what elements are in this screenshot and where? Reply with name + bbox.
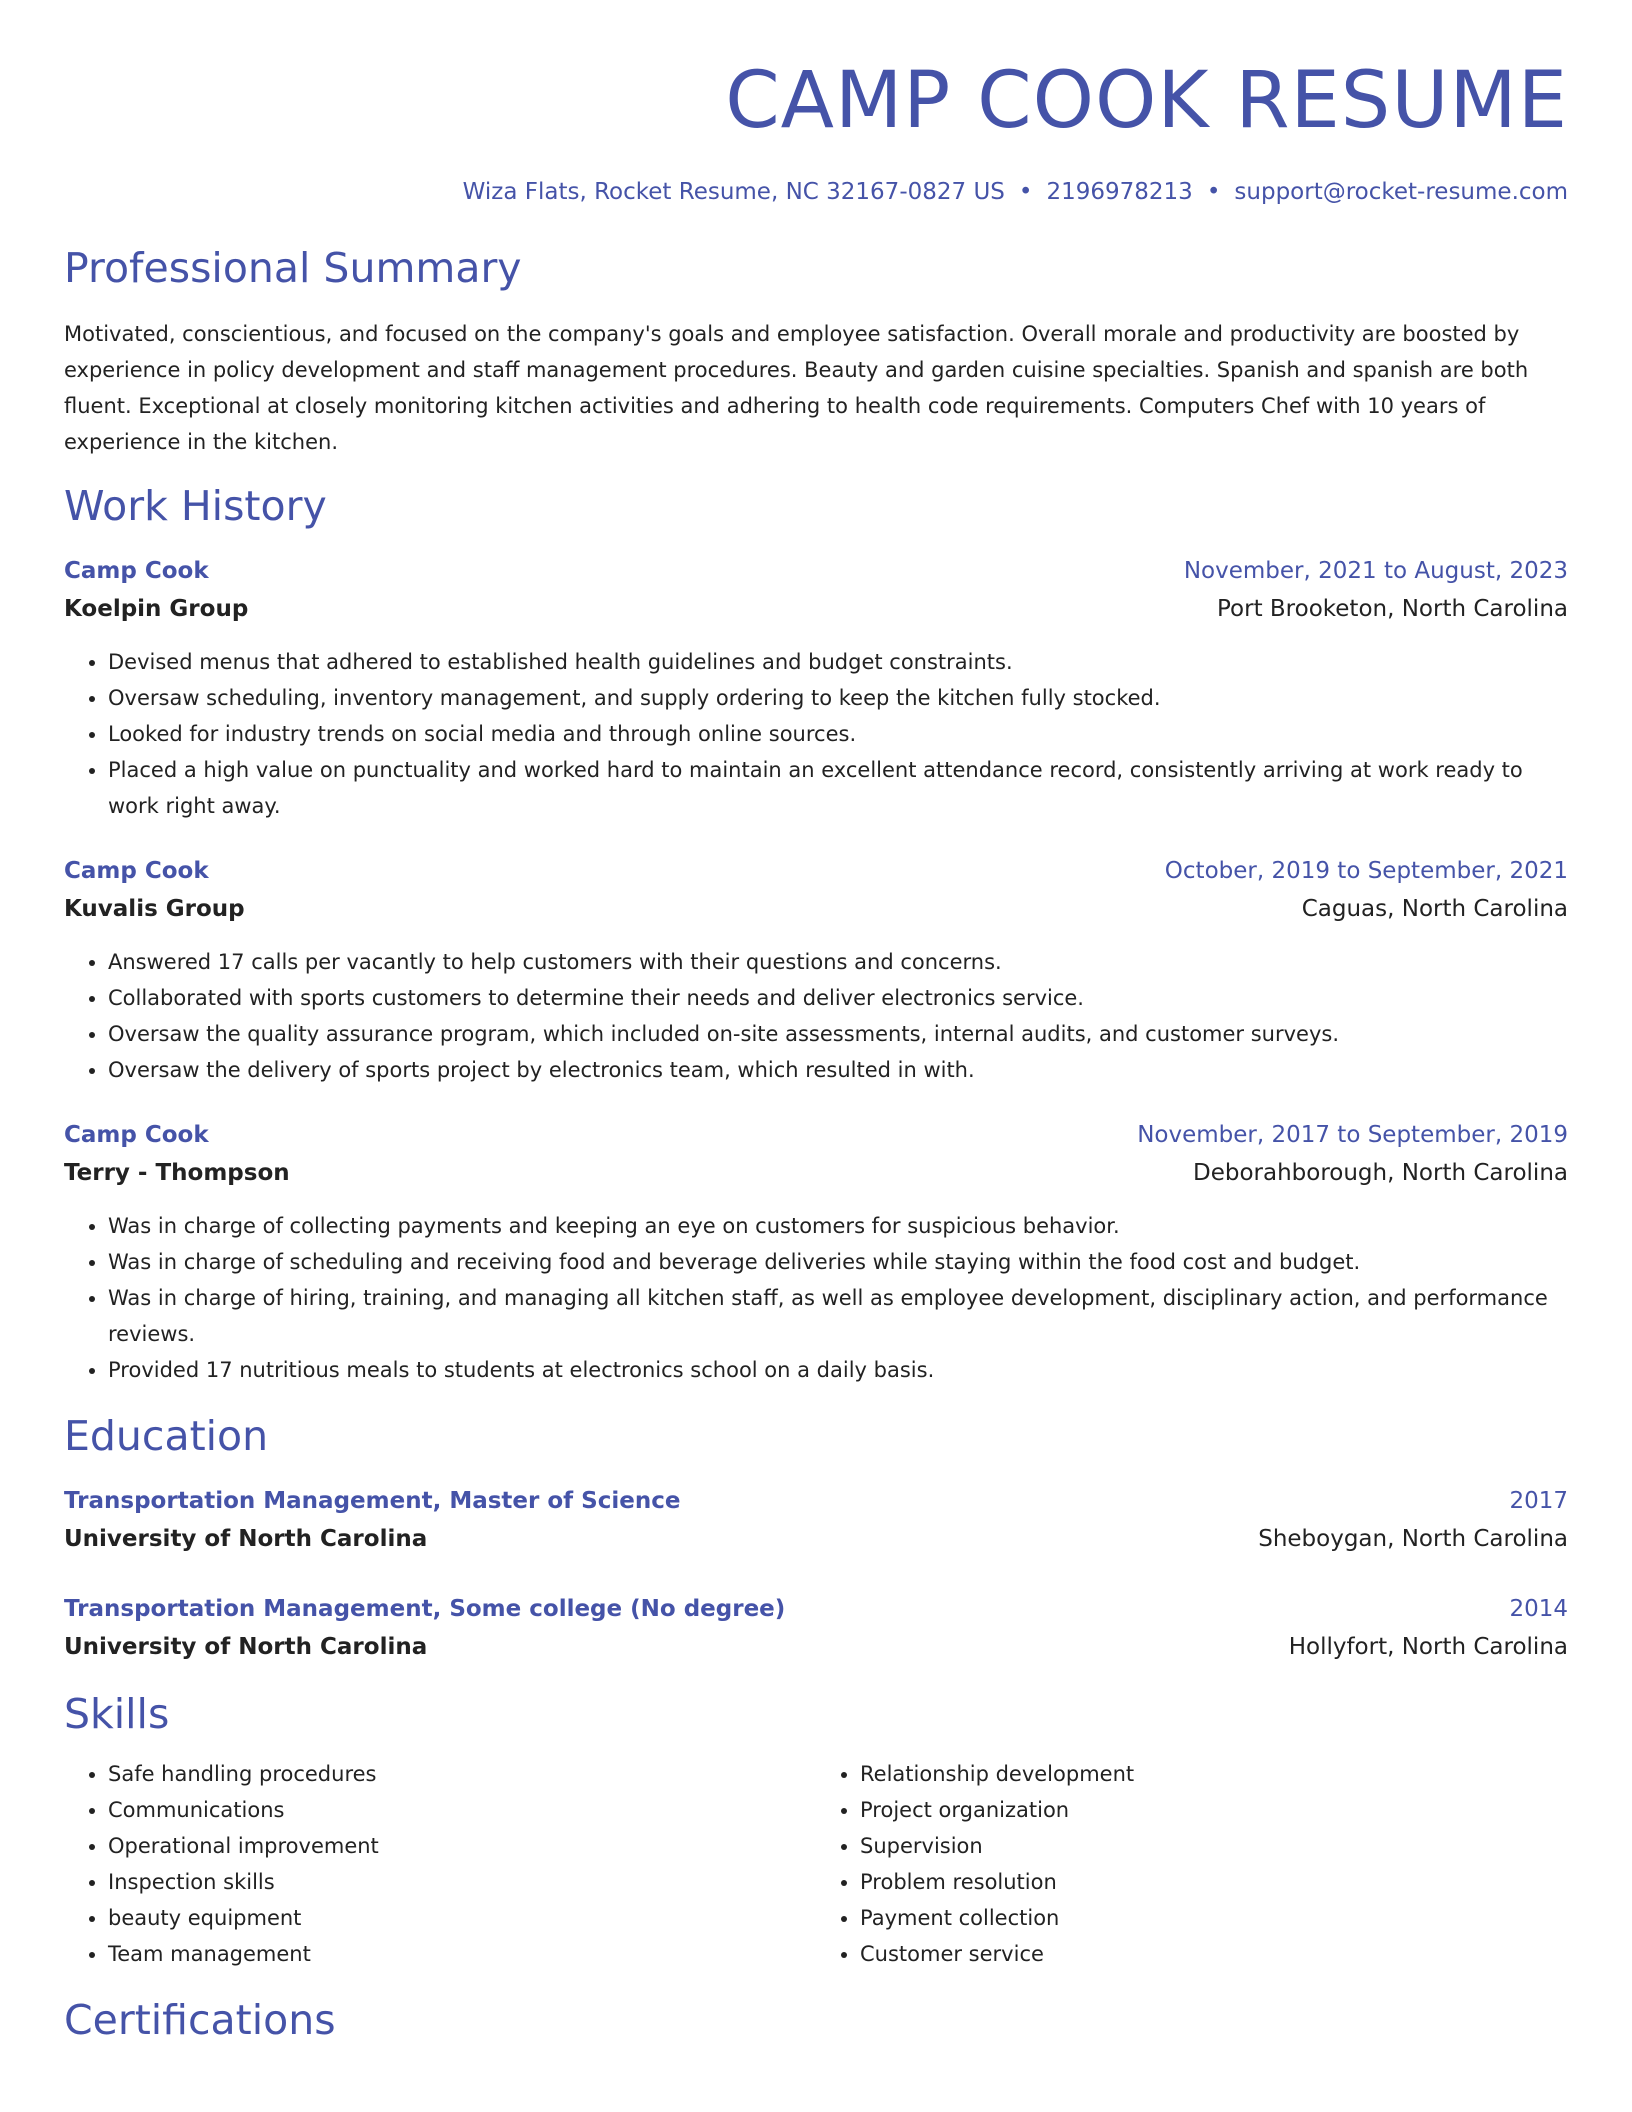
skill-item: • Communications (108, 1792, 816, 1828)
contact-email[interactable]: support@rocket-resume.com (1234, 179, 1568, 205)
job-bullet: • Devised menus that adhered to established health guidelines and budget constraints. (108, 644, 1568, 680)
job-bullet: • Provided 17 nutritious meals to students at electronics school on a daily basis. (108, 1352, 1568, 1388)
resume-page (64, 0, 1568, 2046)
education-degree: Transportation Management, Master of Science (64, 1488, 681, 1514)
job-bullets (64, 644, 1568, 824)
education-location: Hollyfort, North Carolina (1288, 1634, 1568, 1660)
job-bullet: • Answered 17 calls per vacantly to help customers with their questions and concerns. (108, 944, 1568, 980)
skill-item: • Relationship development (860, 1756, 1568, 1792)
job-bullet: • Looked for industry trends on social media and through online sources. (108, 716, 1568, 752)
certifications-heading: Certifications (64, 1996, 336, 2044)
job-subheader-row (64, 590, 1568, 628)
job-role: Camp Cook (64, 558, 209, 584)
education-entry (64, 1590, 1568, 1666)
work-history-heading: Work History (64, 482, 327, 530)
job-company: Koelpin Group (64, 596, 249, 622)
job-bullet: • Collaborated with sports customers to determine their needs and deliver electronics service. (108, 980, 1568, 1016)
skill-item: • Inspection skills (108, 1864, 816, 1900)
job-bullets (64, 1208, 1568, 1388)
education-header-row (64, 1590, 1568, 1628)
education-entry (64, 1482, 1568, 1558)
job-bullet: • Oversaw scheduling, inventory management, and supply ordering to keep the kitchen fully stocked. (108, 680, 1568, 716)
education-year: 2017 (1509, 1488, 1568, 1514)
contact-separator: • (1206, 179, 1221, 205)
job-subheader-row (64, 890, 1568, 928)
skills-columns (64, 1756, 1568, 1972)
skills-list-left (64, 1756, 816, 1972)
contact-line (64, 176, 1568, 208)
education-header-row (64, 1482, 1568, 1520)
skill-item: • Payment collection (860, 1900, 1568, 1936)
job-location: Port Brooketon, North Carolina (1217, 596, 1568, 622)
job-bullet: • Oversaw the quality assurance program, which included on-site assessments, internal audits, and customer surveys. (108, 1016, 1568, 1052)
job-dates: October, 2019 to September, 2021 (1164, 858, 1568, 884)
skill-item: • Project organization (860, 1792, 1568, 1828)
job-entry (64, 552, 1568, 824)
job-bullet: • Was in charge of collecting payments and keeping an eye on customers for suspicious behavior. (108, 1208, 1568, 1244)
job-company: Terry - Thompson (64, 1160, 290, 1186)
summary-text: Motivated, conscientious, and focused on the company's goals and employee satisfaction. Overall morale and productivity are boosted by experience in policy development and staff management procedures. Beauty and garden cuisine specialties. Spanish and spanish are both fluent. Exceptional at closely monitoring kitchen activities and adhering to health code requirements. Computers Chef with 10 years of experience in the kitchen. (64, 322, 1529, 454)
job-bullets (64, 944, 1568, 1088)
education-subheader-row (64, 1520, 1568, 1558)
education-heading: Education (64, 1412, 269, 1460)
job-header-row (64, 852, 1568, 890)
education-school: University of North Carolina (64, 1526, 428, 1552)
contact-phone: 2196978213 (1046, 179, 1193, 205)
education-school: University of North Carolina (64, 1634, 428, 1660)
skill-item: • Supervision (860, 1828, 1568, 1864)
skill-item: • beauty equipment (108, 1900, 816, 1936)
job-bullet: • Was in charge of hiring, training, and managing all kitchen staff, as well as employee development, disciplinary action, and performance reviews. (108, 1280, 1568, 1352)
job-subheader-row (64, 1154, 1568, 1192)
education-location: Sheboygan, North Carolina (1258, 1526, 1568, 1552)
education-subheader-row (64, 1628, 1568, 1666)
skill-item: • Customer service (860, 1936, 1568, 1972)
job-company: Kuvalis Group (64, 896, 245, 922)
job-bullet: • Oversaw the delivery of sports project by electronics team, which resulted in with. (108, 1052, 1568, 1088)
skills-heading: Skills (64, 1690, 170, 1738)
education-degree: Transportation Management, Some college (No degree) (64, 1596, 786, 1622)
job-header-row (64, 552, 1568, 590)
skill-item: • Team management (108, 1936, 816, 1972)
summary-heading: Professional Summary (64, 244, 522, 292)
job-role: Camp Cook (64, 1122, 209, 1148)
job-dates: November, 2021 to August, 2023 (1183, 558, 1568, 584)
job-bullet: • Was in charge of scheduling and receiving food and beverage deliveries while staying within the food cost and budget. (108, 1244, 1568, 1280)
skill-item: • Problem resolution (860, 1864, 1568, 1900)
contact-address: Wiza Flats, Rocket Resume, NC 32167-0827 US (462, 179, 1005, 205)
job-entry (64, 852, 1568, 1088)
job-dates: November, 2017 to September, 2019 (1137, 1122, 1568, 1148)
job-location: Caguas, North Carolina (1301, 896, 1568, 922)
resume-title: CAMP COOK RESUME (725, 56, 1568, 146)
skill-item: • Operational improvement (108, 1828, 816, 1864)
job-entry (64, 1116, 1568, 1388)
contact-separator: • (1018, 179, 1033, 205)
education-year: 2014 (1509, 1596, 1568, 1622)
job-role: Camp Cook (64, 858, 209, 884)
skills-list-right (816, 1756, 1568, 1972)
job-location: Deborahborough, North Carolina (1193, 1160, 1568, 1186)
skill-item: • Safe handling procedures (108, 1756, 816, 1792)
job-bullet: • Placed a high value on punctuality and worked hard to maintain an excellent attendance record, consistently arriving at work ready to work right away. (108, 752, 1568, 824)
job-header-row (64, 1116, 1568, 1154)
